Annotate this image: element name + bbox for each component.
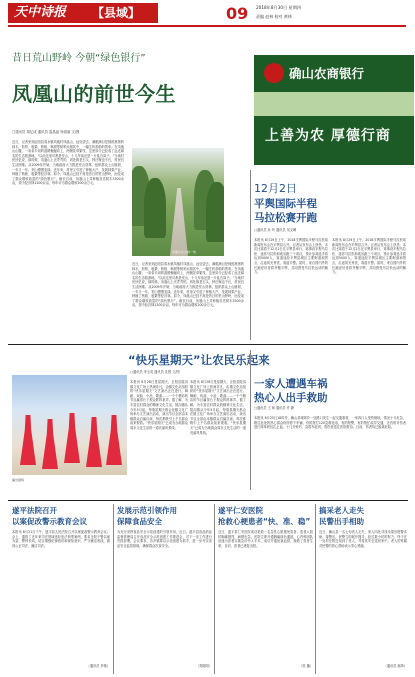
bottom-story-1-body: 本报讯 8月21日下午，遂平县人民法院召开以案促改警示教育会议。会上，通报了近年来司法领域违纪违法典型案例，要求全院干警以案为鉴、警钟长鸣，切实增强纪律意识和规矩意识，严守廉洁底线，做到公正司法、廉洁司法。 <box>12 530 110 548</box>
bottom-story-1-headline-line1: 遂平法院召开 <box>12 506 57 515</box>
ad-field-graphic <box>254 92 414 116</box>
ad-title: 确山农商银行 <box>289 66 365 81</box>
lead-kicker: 昔日荒山野岭 今朝“绿色银行” <box>12 53 146 64</box>
lead-byline: □通讯员 周亿成 通讯员 雷晶晶 杨春丽 文/图 <box>12 130 80 134</box>
bottom-column-divider-2 <box>214 504 215 674</box>
bottom-story-1-byline: （通讯员 李艳） <box>86 664 110 668</box>
bottom-story-2-headline-line2: 保障食品安全 <box>117 517 162 526</box>
lead-headline: 凤凰山的前世今生 <box>12 82 176 106</box>
bottom-story-4-headline-line2: 民警出手相助 <box>319 517 364 526</box>
right-story-2-body: 本报讯 8月25日18时许，确山县城郊乡一处路口发生一起交通事故，一家四口人受伤倒地，情况十分危急。路过此处的热心群众纷纷停下车辆，有的拨打120急救电话，有的报警，有的帮忙疏导交通，还有的对伤者进行简单的包扎止血。十几分钟后，急救车赶到，将伤者送往医院救治。目前，伤者均已脱离危险。 <box>254 416 406 430</box>
bottom-story-3-headline-line2: 抢救心梗患者“快、准、稳” <box>218 517 311 526</box>
middle-story-byline: □通讯员 李玉英 通讯员 沈慧 文/图 <box>130 370 180 374</box>
middle-story-photo-caption: 演出现场 <box>12 478 25 482</box>
bottom-story-2-headline-line1: 发展示范引领作用 <box>117 506 177 515</box>
lead-photo-caption: 凤凰山生态林一角 <box>172 250 197 254</box>
bottom-story-3-byline: （张 璐） <box>299 664 313 668</box>
column-divider <box>250 170 251 340</box>
newspaper-name: 天中诗报 <box>14 5 67 20</box>
column-divider-2 <box>250 350 251 490</box>
ad-slogan: 上善为农 厚德行商 <box>265 128 391 144</box>
middle-story-body-col2: 本报讯 8月26日是星期天，正阳县陡沟镇文化广场上热闹非凡，由镇文化站组织的“快乐星期天”文艺演出正在进行。舞蹈、戏曲、小品、歌曲……一个个精彩的节目赢得台下观众阵阵掌声。据了解，为丰富农村群众的精神文化生活，陡沟镇从今年5月起，每逢星期天都会在镇文化广场举办文艺演出活动，演出节目全部由本镇群众自编自演，每次都吸引上千名群众前来观看。“快乐星期天”已成为当地群众周末文化生活的一道亮丽风景线。 <box>190 380 246 435</box>
issue-date: 2018年8月30日 星期四 <box>256 5 302 10</box>
bottom-story-4-headline-line1: 搞采老人走失 <box>319 506 364 515</box>
section-divider <box>8 344 408 345</box>
right-story-2-byline: □通讯员 王 林 通讯员 许 静 <box>254 406 294 410</box>
lead-body-col2: 近日，记者来到泌阳县春水镇凤凰村凤凰山，远处望去，满眼满目是郁郁葱葱的林木，松柏、板栗、核桃、枫树等树种点缀其中，一幅生机勃勃的景象。在凤凰山山腰，一条条平坦的道路蜿蜒向上，两侧花草繁茂，这里如今已经成了远近闻名的生态旅游地。“以前这里可都是荒山，十几年前还是一片乱石岗子。”当地村民回忆说，那时候，凤凰山上光秃秃的，到处都是石头，种庄稼也不长，村民们生活困难。从2009年开始，当地政府大力推进荒山造林，组织群众上山植树，一年又一年，荒山慢慢变绿。近年来，村里又引进了种植大户，发展林果产业，种植了核桃、板栗等经济林。如今，凤凰山已经不再是昔日的荒山野岭，而变成了群众增收致富的“绿色银行”。截至目前，凤凰山上共种植各类树木3500余亩，其中经济林1200余亩，每年可为群众增收200余万元。 <box>132 262 244 308</box>
right-story-2-headline-line2: 热心人出手救助 <box>254 392 328 404</box>
right-story-1-date: 12月2日 <box>254 182 297 195</box>
editors-line: 责编 赵林 校对 黄林 <box>256 14 292 19</box>
lead-photo <box>132 148 224 256</box>
bottom-story-2-byline: （郑瑞阳） <box>196 664 212 668</box>
right-story-1-body: 本报讯 8月29日上午，2018平舆国际半程马拉松赛新闻发布会在平舆县召开。记者从发布会上获悉，本次比赛将于12月2日在平舆县举行，赛事设半程马拉松、迷你马拉松和欢乐跑三个项目，预计参赛选手将达到5000人，赛道途经平舆县城区主要街道和景点，沿途风光秀美，赛道平整。届时，来自国内外的长跑爱好者将齐聚平舆，共同感受马拉松运动的魅力。 <box>254 238 328 275</box>
section-name: 【县域】 <box>92 6 141 20</box>
right-story-1-headline-line2: 马拉松赛开跑 <box>254 212 317 224</box>
bottom-story-3-body: 近日，遂平县仁安医院成功抢救一名急性心肌梗死患者。患者入院时胸痛剧烈，病情危急，医院立即开通胸痛绿色通道，心内科团队迅速为患者实施急诊介入手术，成功开通闭塞血管，挽救了患者生命。目前，患者已康复出院。 <box>218 530 313 548</box>
bottom-column-divider-3 <box>315 504 316 674</box>
bottom-story-3-headline-line1: 遂平仁安医院 <box>218 506 263 515</box>
right-story-1-body-col2: 本报讯 8月29日上午，2018平舆国际半程马拉松赛新闻发布会在平舆县召开。记者从发布会上获悉，本次比赛将于12月2日在平舆县举行，赛事设半程马拉松、迷你马拉松和欢乐跑三个项目，预计参赛选手将达到5000人，赛道途经平舆县城区主要街道和景点，沿途风光秀美，赛道平整。届时，来自国内外的长跑爱好者将齐聚平舆，共同感受马拉松运动的魅力。 <box>332 238 406 275</box>
middle-story-body-col1: 本报讯 8月26日是星期天，正阳县陡沟镇文化广场上热闹非凡，由镇文化站组织的“快乐星期天”文艺演出正在进行。舞蹈、戏曲、小品、歌曲……一个个精彩的节目赢得台下观众阵阵掌声。据了解，为丰富农村群众的精神文化生活，陡沟镇从今年5月起，每逢星期天都会在镇文化广场举办文艺演出活动，演出节目全部由本镇群众自编自演，每次都吸引上千名群众前来观看。“快乐星期天”已成为当地群众周末文化生活的一道亮丽风景线。 <box>130 380 188 430</box>
bottom-story-2-body: 为充分发挥食品安全示范创建的引领作用，近日，遂平县食品药品监督管理局召开食品安全示范创建工作推进会，对下一步工作进行安排部署。会议要求，各乡镇要以示范创建为抓手，进一步夯实食品安全监管基础，确保群众饮食安全。 <box>117 530 212 548</box>
page-number: 09 <box>226 4 249 23</box>
bottom-story-1-headline-line2: 以案促改警示教育会议 <box>12 517 87 526</box>
bottom-column-divider-1 <box>113 504 114 674</box>
bottom-divider <box>8 500 408 501</box>
right-story-2-headline-line1: 一家人遭遇车祸 <box>254 378 328 390</box>
middle-story-headline: “快乐星期天”让农民乐起来 <box>128 353 270 367</box>
right-story-1-headline-line1: 平舆国际半程 <box>254 198 317 210</box>
lead-body-col1: 近日，记者来到泌阳县春水镇凤凰村凤凰山，远处望去，满眼满目是郁郁葱葱的林木，松柏、板栗、核桃、枫树等树种点缀其中，一幅生机勃勃的景象。在凤凰山山腰，一条条平坦的道路蜿蜒向上，两侧花草繁茂，这里如今已经成了远近闻名的生态旅游地。“以前这里可都是荒山，十几年前还是一片乱石岗子。”当地村民回忆说，那时候，凤凰山上光秃秃的，到处都是石头，种庄稼也不长，村民们生活困难。从2009年开始，当地政府大力推进荒山造林，组织群众上山植树，一年又一年，荒山慢慢变绿。近年来，村里又引进了种植大户，发展林果产业，种植了核桃、板栗等经济林。如今，凤凰山已经不再是昔日的荒山野岭，而变成了群众增收致富的“绿色银行”。截至目前，凤凰山上共种植各类树木3500余亩，其中经济林1200余亩，每年可为群众增收200余万元。 <box>12 140 124 186</box>
right-story-1-byline: □通讯员 孙 玲 通讯员 吴文琳 <box>254 228 297 232</box>
masthead-divider <box>8 25 406 27</box>
bottom-story-4-byline: （通讯员 郝琦） <box>383 664 407 668</box>
bank-logo-icon <box>264 63 284 83</box>
bottom-story-4-body: 近日，确山县一名七旬老人走失，家人四处寻找未果后报警求助。接警后，民警立即展开搜寻，经过数小时的努力，终于在一处村庄附近找到了老人，并将其安全送回家中。老人的家属对民警的热心帮助表示衷心感谢。 <box>319 530 407 548</box>
middle-story-photo <box>12 375 127 475</box>
